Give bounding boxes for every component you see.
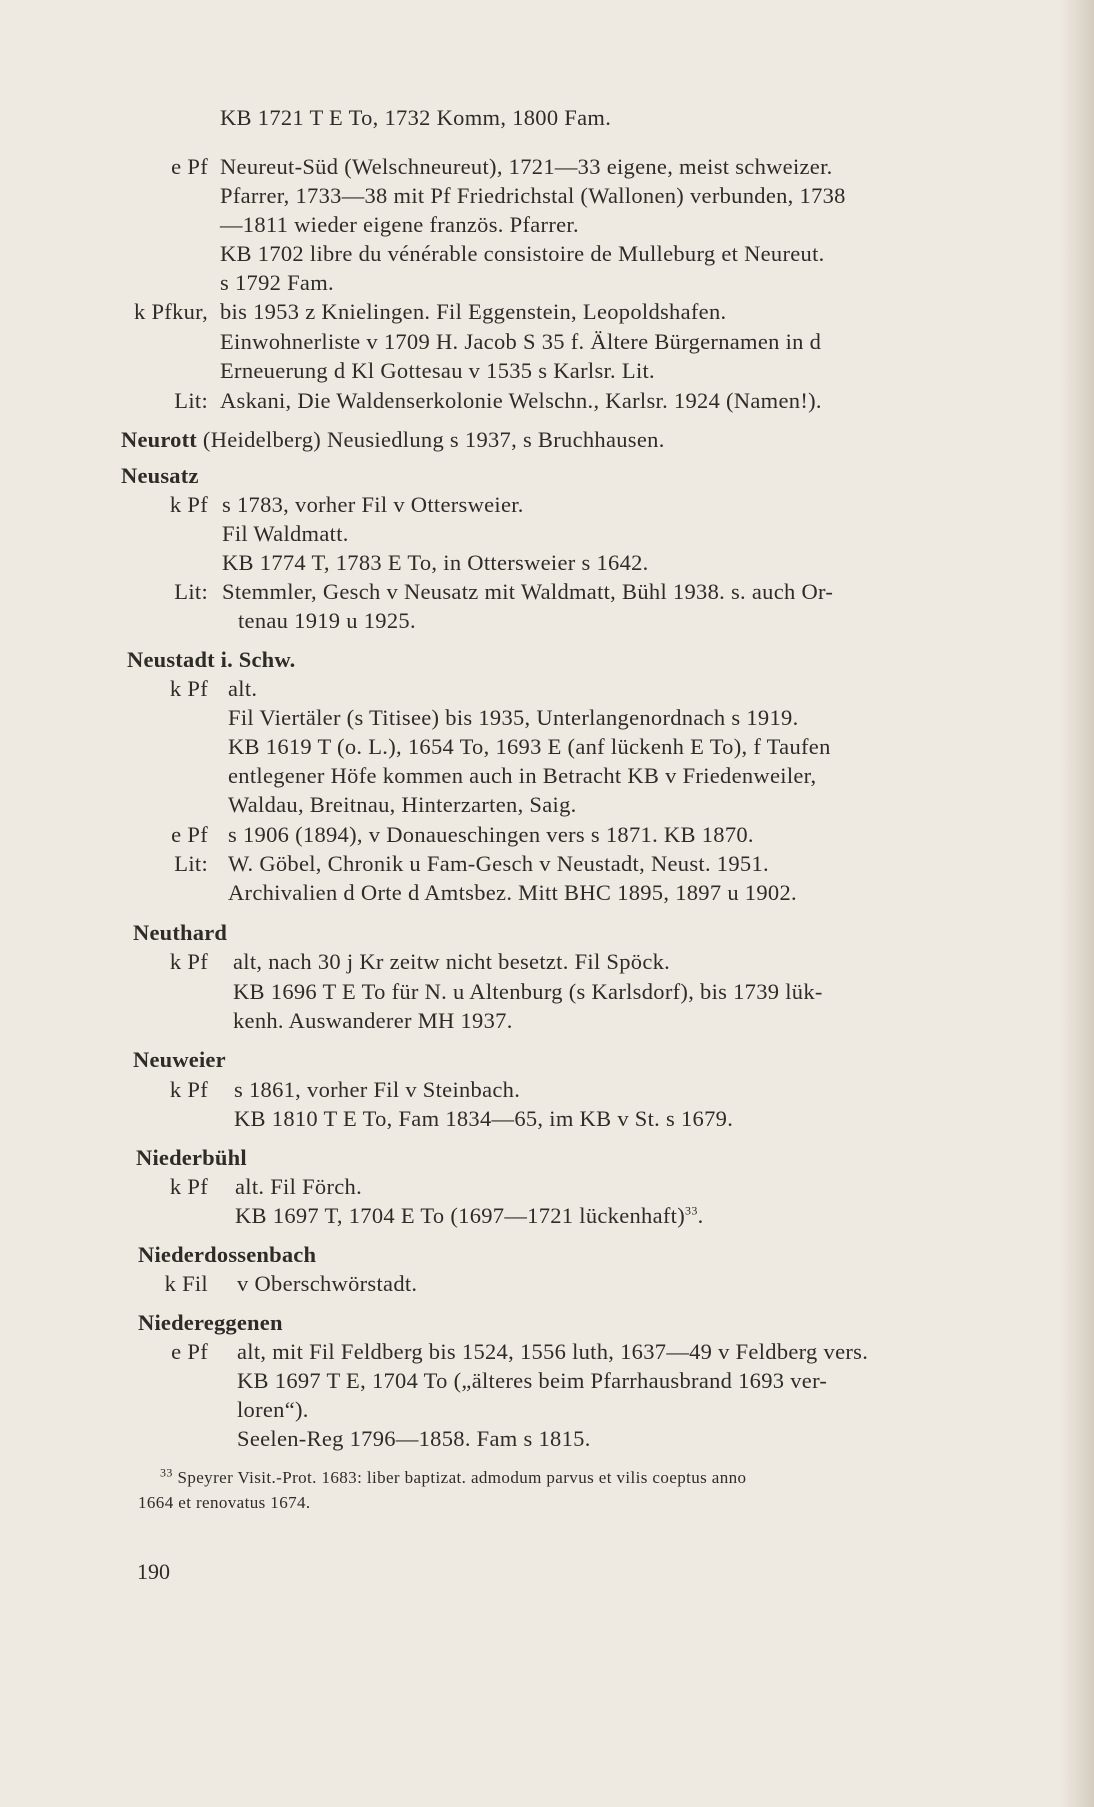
entry-text-main: KB 1810 T E To, Fam 1834—65, im KB v St. s 1679.	[234, 1106, 734, 1131]
entry-text-main: Waldau, Breitnau, Hinterzarten, Saig.	[228, 792, 577, 817]
text-line	[136, 1143, 247, 1173]
footnote-marker: 33	[160, 1465, 173, 1480]
entry-text-main: Askani, Die Waldenserkolonie Welschn., Karlsr. 1924 (Namen!).	[220, 388, 822, 413]
entry-text-main: KB 1721 T E To, 1732 Komm, 1800 Fam.	[220, 105, 612, 130]
entry-text-main: alt. Fil Förch.	[235, 1174, 362, 1199]
entry-text-main: alt.	[228, 676, 258, 701]
text-line	[133, 918, 227, 948]
category-label: e Pf	[171, 154, 208, 179]
entry-heading: Niederbühl	[136, 1145, 247, 1170]
entry-text-main: KB 1697 T, 1704 E To (1697—1721 lückenhaft)	[235, 1203, 686, 1228]
text-line	[138, 1240, 316, 1270]
category-label: Lit:	[174, 851, 208, 876]
footnote-text-1: Speyrer Visit.-Prot. 1683: liber baptizat. admodum parvus et vilis coeptus anno	[177, 1468, 747, 1487]
text-line	[127, 645, 295, 675]
entry-text-main: KB 1774 T, 1783 E To, in Ottersweier s 1642.	[222, 550, 649, 575]
footnote-line-2	[138, 1488, 311, 1518]
category-label: Lit:	[174, 388, 208, 413]
entry-text-main: Stemmler, Gesch v Neusatz mit Waldmatt, Bühl 1938. s. auch Or-	[222, 579, 834, 604]
entry-heading: Neustadt i. Schw.	[127, 647, 296, 672]
entry-text-main: s 1861, vorher Fil v Steinbach.	[234, 1077, 521, 1102]
entry-text	[237, 1395, 309, 1425]
entry-text	[228, 674, 257, 704]
entry-text	[233, 947, 670, 977]
entry-text	[220, 210, 579, 240]
entry-text-main: entlegener Höfe kommen auch in Betracht KB v Friedenweiler,	[228, 763, 817, 788]
category-label: k Pf	[169, 1077, 208, 1102]
text-line	[121, 425, 665, 455]
entry-text-after: .	[697, 1203, 704, 1228]
category-label: k Pf	[169, 492, 208, 517]
entry-text	[237, 1269, 417, 1299]
entry-heading: Neurott	[121, 427, 197, 452]
entry-text-main: Archivalien d Orte d Amtsbez. Mitt BHC 1895, 1897 u 1902.	[228, 880, 797, 905]
entry-heading: Neuthard	[133, 920, 228, 945]
entry-text	[220, 239, 825, 269]
entry-text-main: loren“).	[237, 1397, 309, 1422]
entry-text-main: Fil Viertäler (s Titisee) bis 1935, Unterlangenordnach s 1919.	[228, 705, 799, 730]
page-number: 190	[137, 1559, 170, 1584]
text-line	[133, 1045, 226, 1075]
entry-text: (Heidelberg) Neusiedlung s 1937, s Bruchhausen.	[202, 427, 665, 452]
entry-text	[220, 268, 334, 298]
entry-text	[233, 1006, 513, 1036]
entry-text	[228, 878, 797, 908]
entry-text-main: s 1783, vorher Fil v Ottersweier.	[222, 492, 524, 517]
entry-text-main: KB 1702 libre du vénérable consistoire de Mulleburg et Neureut.	[220, 241, 825, 266]
entry-text-main: KB 1697 T E, 1704 To („älteres beim Pfarrhausbrand 1693 ver-	[237, 1368, 828, 1393]
entry-text	[222, 577, 833, 607]
entry-heading: Niederdossenbach	[138, 1242, 317, 1267]
entry-text	[235, 1201, 704, 1231]
entry-text-main: alt, nach 30 j Kr zeitw nicht besetzt. Fil Spöck.	[233, 949, 671, 974]
footnote-text-2: 1664 et renovatus 1674.	[138, 1493, 311, 1512]
entry-text-main: W. Göbel, Chronik u Fam-Gesch v Neustadt, Neust. 1951.	[228, 851, 769, 876]
category-label: k Pf	[169, 676, 208, 701]
entry-text	[228, 790, 577, 820]
entry-text	[238, 606, 416, 636]
entry-text-main: tenau 1919 u 1925.	[238, 608, 416, 633]
entry-text	[222, 519, 349, 549]
entry-heading: Neuweier	[133, 1047, 226, 1072]
entry-text-main: KB 1696 T E To für N. u Altenburg (s Karlsdorf), bis 1739 lük-	[233, 979, 823, 1004]
entry-text-main: s 1792 Fam.	[220, 270, 334, 295]
category-label: e Pf	[171, 1339, 208, 1364]
footnote-reference: 33	[685, 1203, 698, 1218]
entry-text	[237, 1424, 591, 1454]
entry-text-main: KB 1619 T (o. L.), 1654 To, 1693 E (anf lückenh E To), f Taufen	[228, 734, 831, 759]
entry-text	[228, 703, 799, 733]
entry-text	[220, 103, 611, 133]
category-label: k Fil	[164, 1271, 208, 1296]
entry-text	[228, 761, 816, 791]
entry-text-main: Neureut-Süd (Welschneureut), 1721—33 eigene, meist schweizer.	[220, 154, 833, 179]
category-label: k Pfkur,	[134, 299, 208, 324]
entry-text	[235, 1172, 362, 1202]
entry-text-main: kenh. Auswanderer MH 1937.	[233, 1008, 513, 1033]
entry-text-main: Einwohnerliste v 1709 H. Jacob S 35 f. Ältere Bürgernamen in d	[220, 329, 822, 354]
text-line	[121, 461, 199, 491]
entry-text-main: Fil Waldmatt.	[222, 521, 349, 546]
entry-text-main: alt, mit Fil Feldberg bis 1524, 1556 luth, 1637—49 v Feldberg vers.	[237, 1339, 869, 1364]
entry-text	[233, 977, 823, 1007]
entry-heading: Neusatz	[121, 463, 199, 488]
entry-text	[228, 732, 831, 762]
entry-text	[220, 297, 726, 327]
entry-text	[234, 1104, 733, 1134]
entry-heading: Niedereggenen	[138, 1310, 283, 1335]
entry-text	[228, 820, 754, 850]
entry-text	[234, 1075, 520, 1105]
text-line	[138, 1308, 283, 1338]
entry-text-main: v Oberschwörstadt.	[237, 1271, 418, 1296]
category-label: k Pf	[169, 949, 208, 974]
entry-text-main: Pfarrer, 1733—38 mit Pf Friedrichstal (Wallonen) verbunden, 1738	[220, 183, 846, 208]
entry-text	[237, 1337, 868, 1367]
entry-text	[220, 386, 822, 416]
entry-text	[220, 152, 833, 182]
entry-text	[228, 849, 769, 879]
entry-text	[222, 490, 524, 520]
entry-text-main: s 1906 (1894), v Donaueschingen vers s 1871. KB 1870.	[228, 822, 754, 847]
entry-text-main: bis 1953 z Knielingen. Fil Eggenstein, Leopoldshafen.	[220, 299, 727, 324]
page-edge-shadow	[1060, 0, 1094, 1807]
entry-text	[220, 181, 846, 211]
entry-text	[222, 548, 649, 578]
entry-text	[220, 327, 821, 357]
entry-text-main: —1811 wieder eigene französ. Pfarrer.	[220, 212, 579, 237]
entry-text	[237, 1366, 827, 1396]
category-label: k Pf	[169, 1174, 208, 1199]
entry-text	[220, 356, 655, 386]
category-label: Lit:	[174, 579, 208, 604]
entry-text-main: Seelen-Reg 1796—1858. Fam s 1815.	[237, 1426, 591, 1451]
category-label: e Pf	[171, 822, 208, 847]
entry-text-main: Erneuerung d Kl Gottesau v 1535 s Karlsr. Lit.	[220, 358, 655, 383]
